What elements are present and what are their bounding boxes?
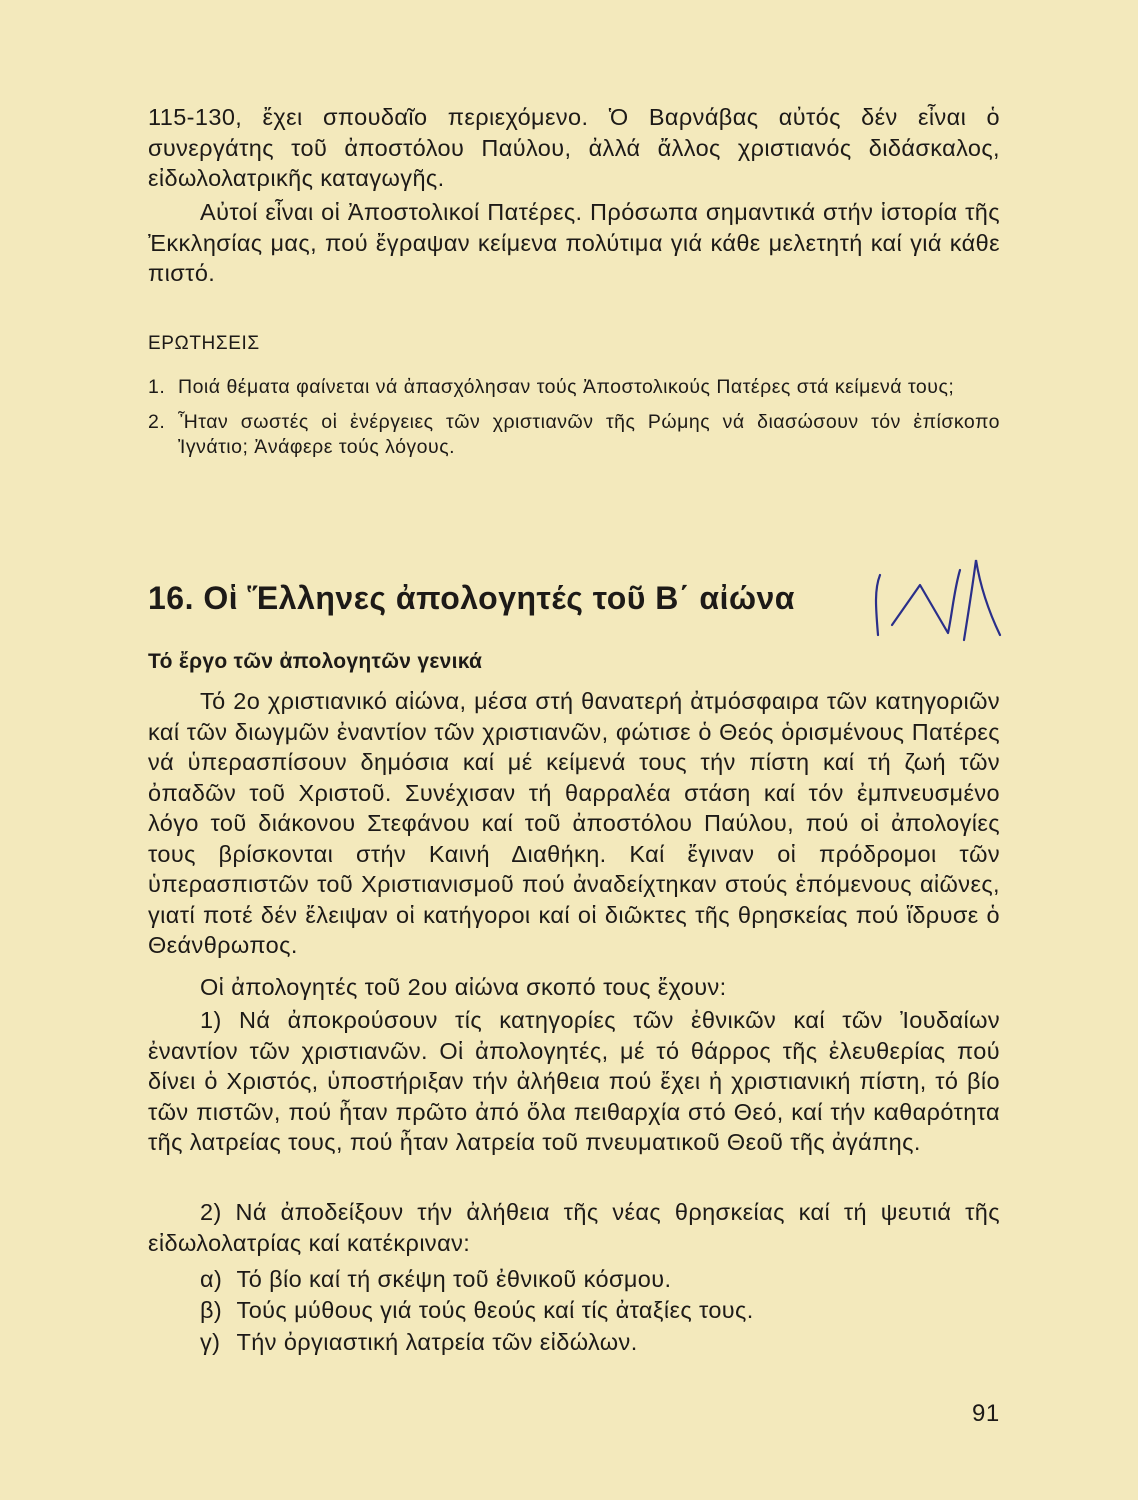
sub-item — [200, 1295, 1000, 1326]
section-title: Τό ἔργο τῶν ἀπολογητῶν γενικά — [148, 650, 483, 673]
paragraph-apostolic-fathers: Αὐτοί εἶναι οἱ Ἀποστολικοί Πατέρες. Πρόσωπα σημαντικά στήν ἱστορία τῆς Ἐκκλησίας μας, πού ἔγραψαν κείμενα πολύτιμα γιά κάθε μελετητή καί γιά κάθε πιστό. — [148, 199, 1000, 286]
questions-heading: ΕΡΩΤΗΣΕΙΣ — [148, 333, 260, 354]
sub-item-label: β) — [200, 1297, 223, 1323]
question-item — [148, 375, 1000, 400]
sub-item-text: Τούς μύθους γιά τούς θεούς καί τίς ἀταξίες τους. — [236, 1297, 754, 1323]
question-text: Ποιά θέματα φαίνεται νά ἀπασχόλησαν τούς Ἀποστολικούς Πατέρες στά κείμενά τους; — [178, 376, 955, 398]
paragraph-apologists-goals: Οἱ ἀπολογητές τοῦ 2ου αἰώνα σκοπό τους ἔχουν: — [200, 974, 727, 1000]
paragraph-apologists-work: Τό 2ο χριστιανικό αἰώνα, μέσα στή θανατερή ἀτμόσφαιρα τῶν κατηγοριῶν καί τῶν διωγμῶν ἐναντίον τῶν χριστιανῶν, φώτισε ὁ Θεός ὁρισμένους Πατέρες νά ὑπερασπίσουν δημόσια καί μέ κείμενά τους τήν πίστη καί τή ζωή τῶν ὀπαδῶν τοῦ Χριστοῦ. Συνέχισαν τή θαρραλέα στάση καί τόν ἐμπνευσμένο λόγο τοῦ διάκονου Στεφάνου καί τοῦ ἀποστόλου Παύλου, πού οἱ ἀπολογίες τους βρίσκονται στήν Καινή Διαθήκη. Καί ἔγιναν οἱ πρόδρομοι τῶν ὑπερασπιστῶν τοῦ Χριστιανισμοῦ πού ἀναδείχτηκαν στούς ἑπόμενους αἰῶνες, γιατί ποτέ δέν ἔλειψαν οἱ κατήγοροι καί οἱ διῶκτες τῆς θρησκείας πού ἵδρυσε ὁ Θεάνθρωπος. — [148, 688, 1000, 958]
questions-list — [148, 375, 1000, 470]
question-item — [148, 410, 1000, 460]
paragraph-goal-1: 1) Νά ἀποκρούσουν τίς κατηγορίες τῶν ἐθνικῶν καί τῶν Ἰουδαίων ἐναντίον τῶν χριστιανῶν. Οἱ ἀπολογητές, μέ τό θάρρος τῆς ἐλευθερίας πού δίνει ὁ Χριστός, ὑποστήριξαν τήν ἀλήθεια πού ἔχει ἡ χριστιανική πίστη, τό βίο τῶν πιστῶν, πού ἦταν πρῶτο ἀπό ὅλα πειθαρχία στό Θεό, καί τήν καθαρότητα τῆς λατρείας τους, πού ἦταν λατρεία τοῦ πνευματικοῦ Θεοῦ τῆς ἀγάπης. — [148, 1007, 1000, 1155]
chapter-title: 16. Οἱ Ἕλληνες ἀπολογητές τοῦ Β΄ αἰώνα — [148, 580, 795, 616]
handwritten-pen-mark — [868, 555, 1008, 645]
sub-item-text: Τό βίο καί τή σκέψη τοῦ ἐθνικοῦ κόσμου. — [236, 1266, 672, 1292]
sub-item-text: Τήν ὀργιαστική λατρεία τῶν εἰδώλων. — [236, 1329, 638, 1355]
paragraph-goal-2: 2) Νά ἀποδείξουν τήν ἀλήθεια τῆς νέας θρησκείας καί τή ψευτιά τῆς εἰδωλολατρίας καί κατέκριναν: — [148, 1199, 1000, 1256]
sub-item — [200, 1264, 1000, 1295]
page-number: 91 — [972, 1400, 1000, 1427]
sub-item-label: γ) — [200, 1329, 221, 1355]
paragraph-barnabas: 115-130, ἔχει σπουδαῖο περιεχόμενο. Ὁ Βαρνάβας αὐτός δέν εἶναι ὁ συνεργάτης τοῦ ἀποστόλου Παύλου, ἀλλά ἄλλος χριστιανός διδάσκαλος, εἰδωλολατρικῆς καταγωγῆς. — [148, 104, 1000, 191]
sub-item — [200, 1327, 1000, 1358]
question-text: Ἦταν σωστές οἱ ἐνέργειες τῶν χριστιανῶν τῆς Ρώμης νά διασώσουν τόν ἐπίσκοπο Ἰγνάτιο; Ἀνάφερε τούς λόγους. — [178, 411, 1000, 458]
question-number: 2. — [148, 411, 166, 433]
sub-item-label: α) — [200, 1266, 223, 1292]
question-number: 1. — [148, 376, 166, 398]
